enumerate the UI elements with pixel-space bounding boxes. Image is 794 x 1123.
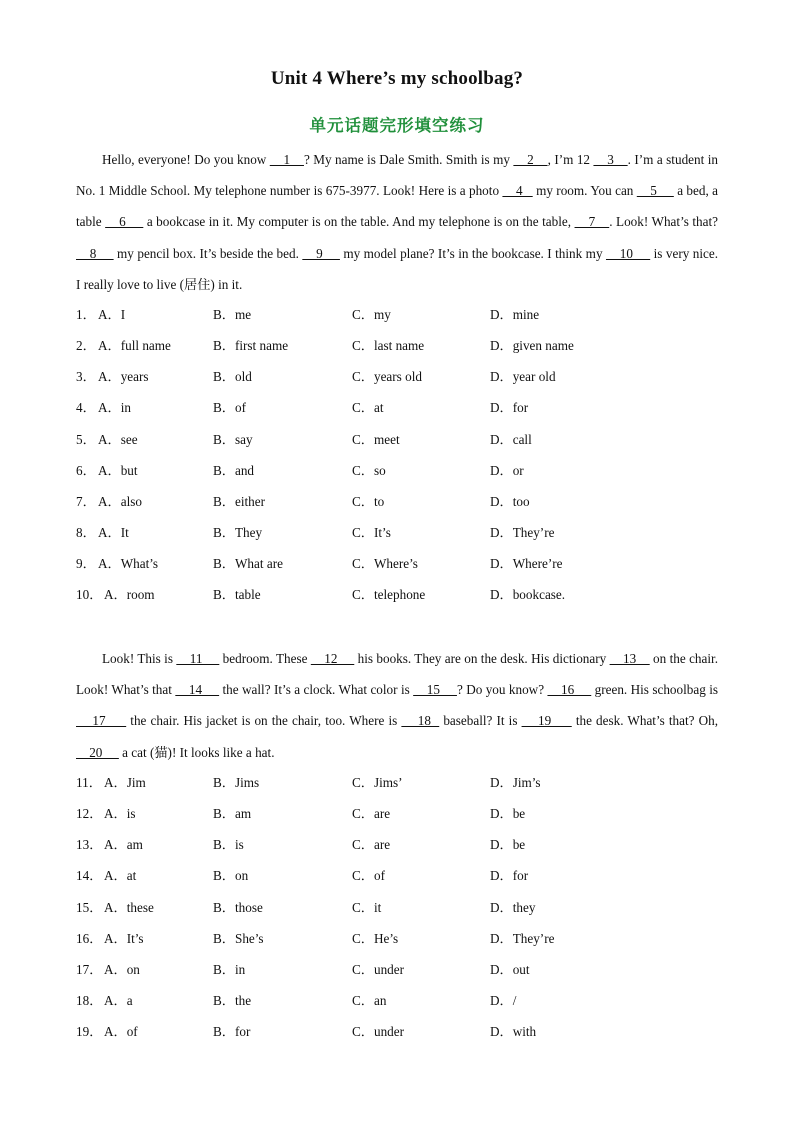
passage-text: his books. They are on the desk. His dictionary	[354, 651, 610, 666]
option-a[interactable]: A．but	[98, 462, 138, 478]
question-row	[76, 798, 718, 829]
option-b[interactable]: B．in	[213, 961, 246, 977]
question-number: 13．	[76, 837, 103, 853]
question-number: 19．	[76, 1024, 103, 1040]
passage-text: . I’m a student in No. 1 Middle School. My telephone number is 675-3977. Look! Here is a photo	[76, 152, 718, 199]
answer-blank: 8	[76, 245, 114, 261]
question-number: 15．	[76, 899, 103, 915]
question-row	[76, 579, 718, 610]
option-d[interactable]: D．/	[490, 992, 517, 1008]
question-number: 9．	[76, 556, 96, 572]
answer-blank: 10	[605, 245, 651, 261]
option-b[interactable]: B．say	[213, 431, 253, 447]
option-a[interactable]: A．It	[98, 524, 129, 540]
option-d[interactable]: D．be	[490, 837, 526, 853]
question-number: 5．	[76, 431, 96, 447]
question-row	[76, 923, 718, 954]
question-number: 10．	[76, 587, 103, 603]
answer-blank: 1	[269, 152, 304, 167]
answer-blank: 9	[302, 245, 340, 261]
answer-blank: 4	[502, 183, 533, 199]
passage-text: the desk. What’s that? Oh,	[571, 713, 719, 729]
question-row	[76, 985, 718, 1016]
question-number: 7．	[76, 493, 96, 509]
option-b[interactable]: B．the	[213, 992, 252, 1008]
option-a[interactable]: A．also	[98, 493, 142, 509]
passage-text: my model plane? It’s in the bookcase. I think my	[339, 245, 606, 261]
option-c[interactable]: C．are	[352, 806, 391, 822]
answer-blank: 13	[609, 651, 650, 666]
page-subtitle: 单元话题完形填空练习	[309, 116, 485, 135]
option-b[interactable]: B．those	[213, 899, 263, 915]
option-b[interactable]: B．either	[213, 493, 266, 509]
question-list-2	[76, 767, 718, 1047]
answer-blank: 20	[76, 744, 119, 760]
option-b[interactable]: B．me	[213, 307, 252, 322]
option-a[interactable]: A．full name	[98, 338, 171, 354]
question-number: 8．	[76, 524, 96, 540]
option-d[interactable]: D．mine	[490, 307, 540, 322]
option-d[interactable]: D．Where’re	[490, 556, 563, 572]
question-row	[76, 330, 718, 361]
answer-blank: 6	[105, 214, 144, 230]
option-a[interactable]: A．What’s	[98, 556, 159, 572]
answer-blank: 5	[636, 183, 674, 199]
passage-text: bedroom. These	[219, 651, 311, 666]
passage-text: is very nice. I really love to live (居住) in it.	[76, 245, 719, 292]
question-number: 18．	[76, 992, 103, 1008]
question-row	[76, 392, 718, 423]
option-b[interactable]: B．on	[213, 868, 249, 884]
option-c[interactable]: C．It’s	[352, 524, 391, 540]
passage-text: . Look! What’s that?	[609, 214, 718, 230]
option-b[interactable]: B．They	[213, 524, 263, 540]
question-number: 6．	[76, 462, 96, 478]
option-c[interactable]: C．are	[352, 837, 391, 853]
answer-blank: 14	[175, 682, 220, 698]
cloze-passage-2	[76, 643, 718, 768]
option-a[interactable]: A．these	[104, 899, 154, 915]
question-row	[76, 1016, 718, 1047]
question-row	[76, 892, 718, 923]
option-a[interactable]: A．is	[104, 806, 136, 822]
option-a[interactable]: A．years	[98, 369, 149, 385]
answer-blank: 18	[401, 713, 440, 729]
option-d[interactable]: D．for	[490, 400, 529, 416]
option-d[interactable]: D．call	[490, 431, 532, 447]
passage-text: my room. You can	[532, 183, 637, 199]
passage-text: a bookcase in it. My computer is on the table. And my telephone is on the table,	[143, 214, 575, 230]
option-c[interactable]: C．an	[352, 992, 387, 1008]
question-row	[76, 361, 718, 392]
question-row	[76, 299, 718, 330]
question-row	[76, 517, 718, 548]
question-row	[76, 954, 718, 985]
option-d[interactable]: D．Jim’s	[490, 775, 541, 790]
option-b[interactable]: B．What are	[213, 556, 283, 572]
question-number: 2．	[76, 338, 96, 354]
option-a[interactable]: A．room	[104, 587, 155, 603]
option-d[interactable]: D．or	[490, 462, 524, 478]
option-a[interactable]: A．in	[98, 400, 131, 416]
question-number: 12．	[76, 806, 103, 822]
option-b[interactable]: B．am	[213, 806, 252, 822]
option-c[interactable]: C．under	[352, 1024, 405, 1040]
option-a[interactable]: A．a	[104, 992, 133, 1008]
passage-text: ? My name is Dale Smith. Smith is my	[303, 152, 514, 167]
option-a[interactable]: A．at	[104, 868, 137, 884]
option-c[interactable]: C．Jims’	[352, 775, 403, 790]
answer-blank: 16	[547, 682, 592, 698]
option-c[interactable]: C．Where’s	[352, 556, 418, 572]
option-d[interactable]: D．out	[490, 961, 530, 977]
option-a[interactable]: A．Jim	[104, 775, 146, 790]
option-c[interactable]: C．of	[352, 868, 385, 884]
page-title: Unit 4 Where’s my schoolbag?	[270, 68, 524, 89]
option-d[interactable]: D．they	[490, 899, 536, 915]
question-row	[76, 548, 718, 579]
option-c[interactable]: C．to	[352, 493, 385, 509]
question-row	[76, 767, 718, 798]
option-b[interactable]: B．table	[213, 587, 261, 603]
answer-blank: 12	[310, 651, 355, 666]
question-list-1	[76, 299, 718, 610]
answer-blank: 17	[76, 713, 127, 729]
option-d[interactable]: D．bookcase.	[490, 587, 566, 603]
option-b[interactable]: B．old	[213, 369, 252, 385]
option-c[interactable]: C．my	[352, 307, 391, 322]
question-number: 1．	[76, 307, 96, 322]
passage-text: baseball? It is	[439, 713, 522, 729]
answer-blank: 2	[513, 152, 548, 167]
passage-text: , I’m 12	[547, 152, 594, 167]
option-c[interactable]: C．last name	[352, 338, 425, 354]
option-b[interactable]: B．Jims	[213, 775, 260, 790]
option-c[interactable]: C．telephone	[352, 587, 426, 603]
question-number: 17．	[76, 961, 103, 977]
option-d[interactable]: D．too	[490, 493, 530, 509]
answer-blank: 19	[521, 713, 572, 729]
passage-text: a bed, a table	[76, 183, 719, 230]
option-d[interactable]: D．They’re	[490, 930, 555, 946]
option-b[interactable]: B．She’s	[213, 930, 264, 946]
question-row	[76, 455, 718, 486]
question-number: 16．	[76, 930, 103, 946]
option-c[interactable]: C．so	[352, 462, 386, 478]
option-b[interactable]: B．of	[213, 400, 246, 416]
question-row	[76, 486, 718, 517]
cloze-passage-1	[76, 144, 718, 300]
option-c[interactable]: C．He’s	[352, 930, 399, 946]
passage-text: the chair. His jacket is on the chair, too. Where is	[126, 713, 402, 729]
option-d[interactable]: D．with	[490, 1024, 537, 1040]
question-number: 14．	[76, 868, 103, 884]
option-d[interactable]: D．be	[490, 806, 526, 822]
option-c[interactable]: C．meet	[352, 431, 400, 447]
answer-blank: 15	[413, 682, 457, 698]
option-b[interactable]: B．is	[213, 837, 244, 853]
option-c[interactable]: C．under	[352, 961, 405, 977]
option-a[interactable]: A．I	[98, 307, 126, 322]
option-b[interactable]: B．and	[213, 462, 255, 478]
option-d[interactable]: D．They’re	[490, 524, 555, 540]
passage-text: a cat (猫)! It looks like a hat.	[118, 744, 275, 760]
question-number: 11．	[76, 775, 102, 790]
question-row	[76, 829, 718, 860]
question-row	[76, 424, 718, 455]
passage-text: Hello, everyone! Do you know	[102, 152, 270, 167]
passage-text: ? Do you know?	[456, 682, 548, 698]
passage-text: my pencil box. It’s beside the bed.	[113, 245, 303, 261]
passage-text: Look! This is	[102, 651, 177, 666]
option-c[interactable]: C．at	[352, 400, 384, 416]
answer-blank: 7	[574, 214, 610, 230]
option-a[interactable]: A．It’s	[104, 930, 144, 946]
question-number: 3．	[76, 369, 96, 385]
option-d[interactable]: D．given name	[490, 338, 574, 354]
option-a[interactable]: A．see	[98, 431, 138, 447]
option-c[interactable]: C．years old	[352, 369, 422, 385]
passage-text: the wall? It’s a clock. What color is	[219, 682, 414, 698]
question-row	[76, 860, 718, 891]
passage-text: on the chair. Look! What’s that	[76, 651, 718, 698]
answer-blank: 11	[176, 651, 220, 666]
option-a[interactable]: A．am	[104, 837, 143, 853]
option-b[interactable]: B．first name	[213, 338, 289, 354]
passage-text: green. His schoolbag is	[591, 682, 719, 698]
option-d[interactable]: D．year old	[490, 369, 556, 385]
question-number: 4．	[76, 400, 96, 416]
option-c[interactable]: C．it	[352, 899, 382, 915]
option-d[interactable]: D．for	[490, 868, 529, 884]
option-a[interactable]: A．of	[104, 1024, 138, 1040]
option-b[interactable]: B．for	[213, 1024, 251, 1040]
answer-blank: 3	[593, 152, 628, 167]
option-a[interactable]: A．on	[104, 961, 140, 977]
